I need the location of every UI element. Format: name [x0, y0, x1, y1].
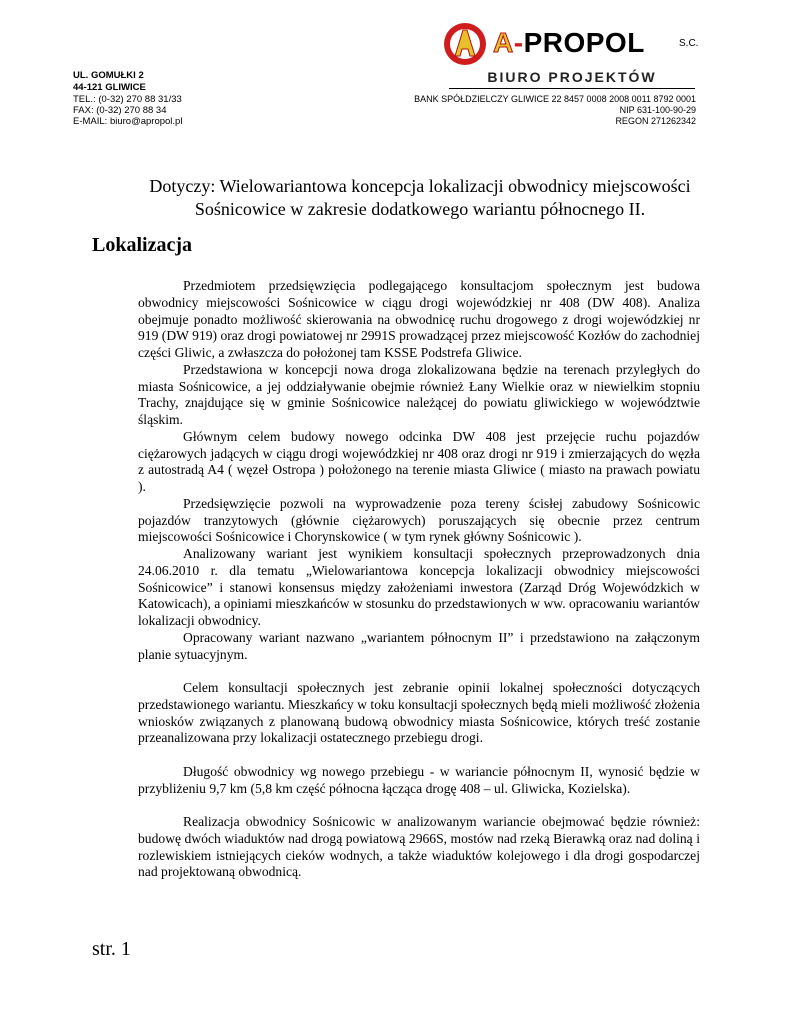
company-contact	[73, 94, 182, 127]
bank-account: BANK SPÓŁDZIELCZY GLIWICE 22 8457 0008 2008 0011 8792 0001	[414, 94, 696, 104]
paragraph: Realizacja obwodnicy Sośnicowic w analizowanym wariancie obejmować będzie również: budowę dwóch wiaduktów nad drogą powiatową 2966S, mostów nad rzeką Bierawką oraz nad doliną i rozlewiskiem istniejących cieków wodnych, a także wiaduktów kolejowego i dla drogi gospodarczej nad projektowaną obwodnicą.	[138, 814, 700, 880]
document-subject	[140, 175, 700, 221]
paragraph: Przedstawiona w koncepcji nowa droga zlokalizowana będzie na terenach przyległych do miasta Sośnicowice, a jej oddziaływanie obejmie również Łany Wielkie oraz w niewielkim stopniu Trachy, znajdujące się w gminie Sośnicowice należącej do powiatu gliwickiego w województwie śląskim.	[138, 361, 700, 427]
page-number: str. 1	[92, 938, 131, 960]
section-heading: Lokalizacja	[92, 234, 192, 256]
logo-wordmark-a: A	[493, 27, 514, 58]
address-street: UL. GOMUŁKI 2	[73, 70, 144, 81]
paragraph: Długość obwodnicy wg nowego przebiegu - w wariancie północnym II, wynosić będzie w przybliżeniu 9,7 km (5,8 km część północna łącząca drogę 408 – ul. Gliwicka, Kozielska).	[138, 763, 700, 796]
regon-number: REGON 271262342	[615, 116, 696, 126]
logo-wordmark-dash: -	[513, 27, 524, 58]
company-subtitle: BIURO PROJEKTÓW	[487, 69, 657, 85]
contact-email: E-MAIL: biuro@apropol.pl	[73, 116, 183, 127]
paragraph: Opracowany wariant nazwano „wariantem północnym II” i przedstawiono na załączonym planie sytuacyjnym.	[138, 629, 700, 662]
company-logo	[443, 22, 713, 66]
paragraph: Przedsięwzięcie pozwoli na wyprowadzenie poza tereny ścisłej zabudowy Sośnicowic pojazdów tranzytowych (głównie ciężarowych) poruszających się obecnie przez centrum miejscowości Sośnicowice i Chorynskowice ( w tym rynek główny Sośnicowic ).	[138, 495, 700, 545]
company-address	[73, 70, 146, 94]
subject-line-2: Sośnicowice w zakresie dodatkowego wariantu północnego II.	[194, 199, 646, 219]
paragraph: Przedmiotem przedsięwzięcia podlegającego konsultacjom społecznym jest budowa obwodnicy miejscowości Sośnicowice w ciągu drogi wojewódzkiej nr 408 (DW 408). Analiza obejmuje ponadto możliwość skierowania na obwodnicę ruchu drogowego z drogi wojewódzkiej nr 919 (DW 919) oraz drogi powiatowej nr 2991S prowadzącej przez miejscowość Kozłów do zachodniej części Gliwic, a zwłaszcza do położonej tam KSSE Podstrefa Gliwice.	[138, 278, 700, 360]
contact-fax: FAX: (0-32) 270 88 34	[73, 105, 167, 116]
logo-emblem-icon	[443, 22, 487, 66]
contact-tel: TEL.: (0-32) 270 88 31/33	[73, 94, 182, 105]
logo-wordmark-name: PROPOL	[523, 27, 645, 58]
logo-suffix: S.C.	[679, 38, 699, 49]
document-body	[138, 278, 700, 881]
paragraph: Głównym celem budowy nowego odcinka DW 408 jest przejęcie ruchu pojazdów ciężarowych jadących w ciągu drogi wojewódzkiej nr 408 oraz drogi nr 919 i zmierzających do węzła z autostradą A4 ( węzeł Ostropa ) położonego na terenie miasta Gliwice ( miasto na prawach powiatu ).	[138, 428, 700, 494]
nip-number: NIP 631-100-90-29	[619, 105, 696, 115]
logo-wordmark	[493, 26, 645, 60]
address-city: 44-121 GLIWICE	[73, 82, 146, 93]
header-divider	[449, 88, 695, 89]
paragraph: Analizowany wariant jest wynikiem konsultacji społecznych przeprowadzonych dnia 24.06.2010 r. dla tematu „Wielowariantowa koncepcja lokalizacji obwodnicy miejscowości Sośnicowice” i stanowi konsensus między założeniami inwestora (Zarząd Dróg Wojewódzkich w Katowicach), a opiniami mieszkańców w stosunku do przedstawionych w ww. opracowaniu wariantów lokalizacji obwodnicy.	[138, 546, 700, 628]
company-registration	[389, 94, 696, 127]
paragraph: Celem konsultacji społecznych jest zebranie opinii lokalnej społeczności dotyczących przedstawionego wariantu. Mieszkańcy w toku konsultacji społecznych będą mieli możliwość złożenia wniosków związanych z planowaną budową obwodnicy miasta Sośnicowice, których treść zostanie przeanalizowana przy lokalizacji ostatecznego przebiegu drogi.	[138, 680, 700, 746]
subject-line-1: Dotyczy: Wielowariantowa koncepcja lokalizacji obwodnicy miejscowości	[149, 176, 691, 196]
